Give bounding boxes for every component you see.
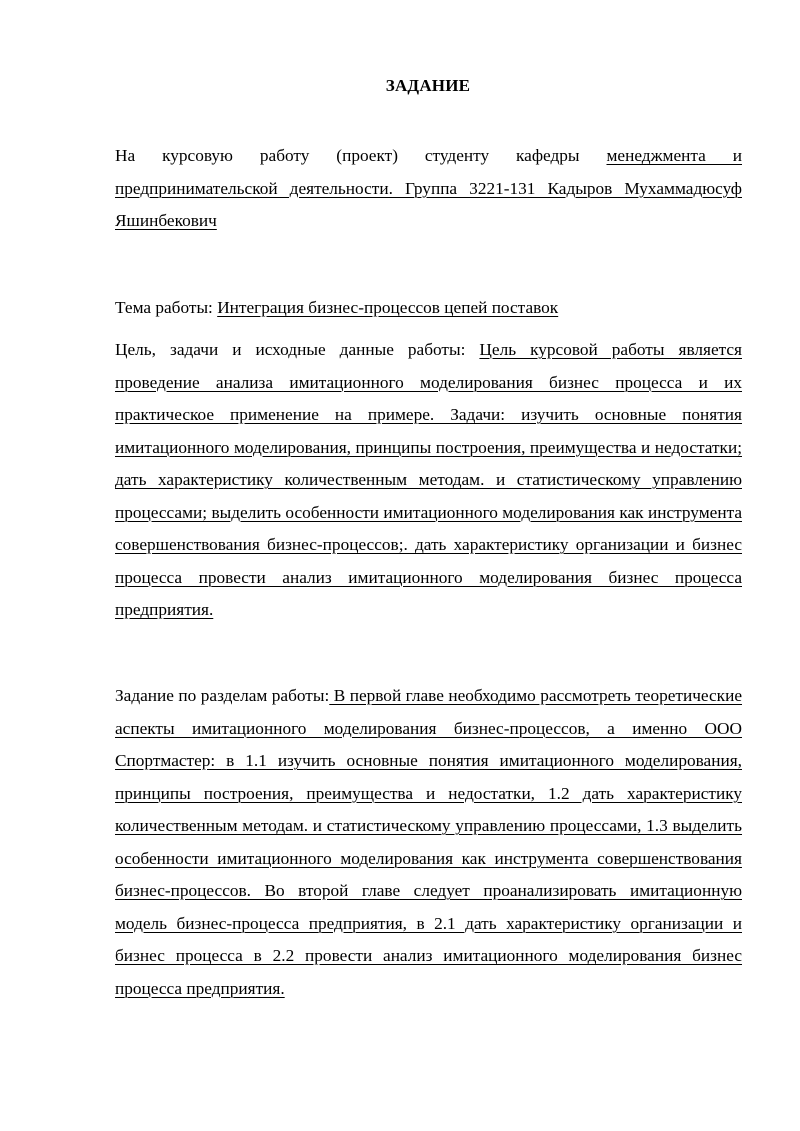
topic-paragraph — [115, 292, 742, 325]
sections-label: Задание по разделам работы: — [115, 686, 330, 705]
topic-value: Интеграция бизнес-процессов цепей поставок — [217, 298, 559, 317]
assignment-paragraph — [115, 140, 742, 238]
assignment-value: менеджмента и предпринимательской деятельности. Группа 3221-131 Кадыров Мухаммадюсуф Яшинбекович — [115, 146, 742, 230]
goals-label: Цель, задачи и исходные данные работы: — [115, 340, 480, 359]
sections-paragraph — [115, 680, 742, 1005]
goals-paragraph — [115, 334, 742, 627]
document-title: ЗАДАНИЕ — [385, 76, 471, 95]
assignment-prefix: На курсовую работу (проект) студенту кафедры — [115, 146, 607, 165]
goals-value: Цель курсовой работы является проведение анализа имитационного моделирования бизнес процесса и их практическое применение на примере. Задачи: изучить основные понятия имитационного моделирования, принципы построения, преимущества и недостатки; дать характеристику количественным методам. и статистическому управлению процессами; выделить особенности имитационного моделирования как инструмента совершенствования бизнес-процессов;. дать характеристику организации и бизнес процесса провести анализ имитационного моделирования бизнес процесса предприятия. — [115, 340, 742, 619]
sections-value: В первой главе необходимо рассмотреть теоретические аспекты имитационного моделирования бизнес-процессов, а именно ООО Спортмастер: в 1.1 изучить основные понятия имитационного моделирования, принципы построения, преимущества и недостатки, 1.2 дать характеристику количественным методам. и статистическому управлению процессами, 1.3 выделить особенности имитационного моделирования как инструмента совершенствования бизнес-процессов. Во второй главе следует проанализировать имитационную модель бизнес-процесса предприятия, в 2.1 дать характеристику организации и бизнес процесса в 2.2 провести анализ имитационного моделирования бизнес процесса предприятия. — [115, 686, 742, 998]
topic-label: Тема работы: — [115, 298, 218, 317]
